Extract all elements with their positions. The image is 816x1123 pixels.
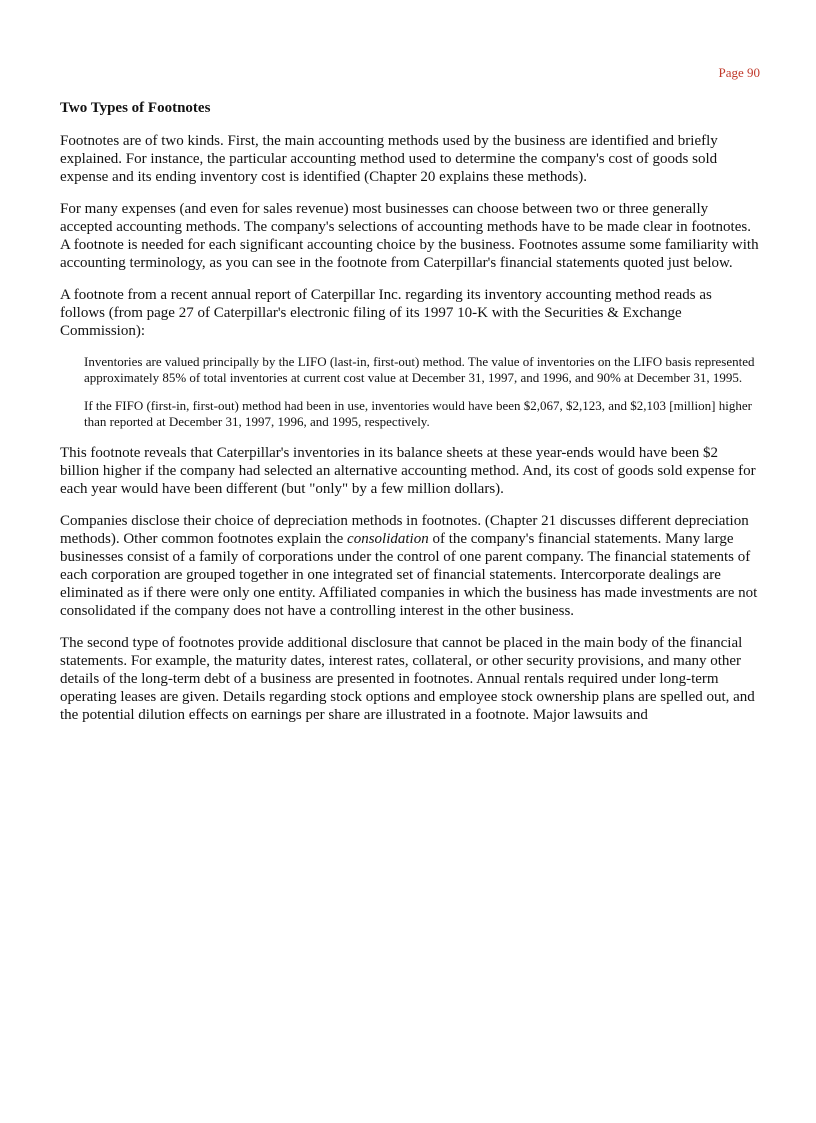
consolidation-text-before: Companies disclose their choice of depreciation methods in footnotes. (Chapter 21 discusses different depreciation methods). Other common footnotes explain the	[60, 513, 749, 547]
page-number: Page 90	[718, 65, 760, 80]
quote-fifo: If the FIFO (first-in, first-out) method had been in use, inventories would have been $2,067, $2,123, and $2,103 [million] higher than reported at December 31, 1997, 1996, and 1995, respectively.	[84, 398, 752, 429]
paragraph-accounting-methods: For many expenses (and even for sales revenue) most businesses can choose between two or three generally accepted accounting methods. The company's selections of accounting methods have to be made clear in footnotes. A footnote is needed for each significant accounting choice by the business. Footnotes assume some familiarity with accounting terminology, as you can see in the footnote from Caterpillar's financial statements quoted just below.	[60, 201, 759, 271]
paragraph-consolidation	[60, 512, 760, 620]
caterpillar-footnote-quote	[84, 354, 760, 430]
paragraph-caterpillar-intro: A footnote from a recent annual report of Caterpillar Inc. regarding its inventory accounting method reads as follows (from page 27 of Caterpillar's electronic filing of its 1997 10-K with the Securities & Exchange Commission):	[60, 287, 712, 339]
body-text	[60, 132, 760, 738]
section-heading: Two Types of Footnotes	[60, 100, 211, 116]
quote-lifo: Inventories are valued principally by the LIFO (last-in, first-out) method. The value of inventories on the LIFO basis represented approximately 85% of total inventories at current cost value at December 31, 1997, and 1996, and 90% at December 31, 1995.	[84, 354, 755, 385]
paragraph-second-type: The second type of footnotes provide additional disclosure that cannot be placed in the main body of the financial statements. For example, the maturity dates, interest rates, collateral, or other security provisions, and many other details of the long-term debt of a business are presented in footnotes. Annual rentals required under long-term operating leases are given. Details regarding stock options and employee stock ownership plans are spelled out, and the potential dilution effects on earnings per share are illustrated in a footnote. Major lawsuits and	[60, 635, 755, 723]
paragraph-footnote-kinds: Footnotes are of two kinds. First, the main accounting methods used by the business are identified and briefly explained. For instance, the particular accounting method used to determine the company's cost of goods sold expense and its ending inventory cost is identified (Chapter 20 explains these methods).	[60, 133, 718, 185]
consolidation-text-after: of the company's financial statements. Many large businesses consist of a family of corporations under the control of one parent company. The financial statements of each corporation are grouped together in one integrated set of financial statements. Intercorporate dealings are eliminated as if there were only one entity. Affiliated companies in which the business has made investments are not consolidated if the company does not have a controlling interest in the other business.	[60, 531, 758, 619]
consolidation-term: consolidation	[347, 531, 429, 547]
paragraph-footnote-reveals: This footnote reveals that Caterpillar's inventories in its balance sheets at these year-ends would have been $2 billion higher if the company had selected an alternative accounting method. And, its cost of goods sold expense for each year would have been different (but "only" by a few million dollars).	[60, 445, 756, 497]
